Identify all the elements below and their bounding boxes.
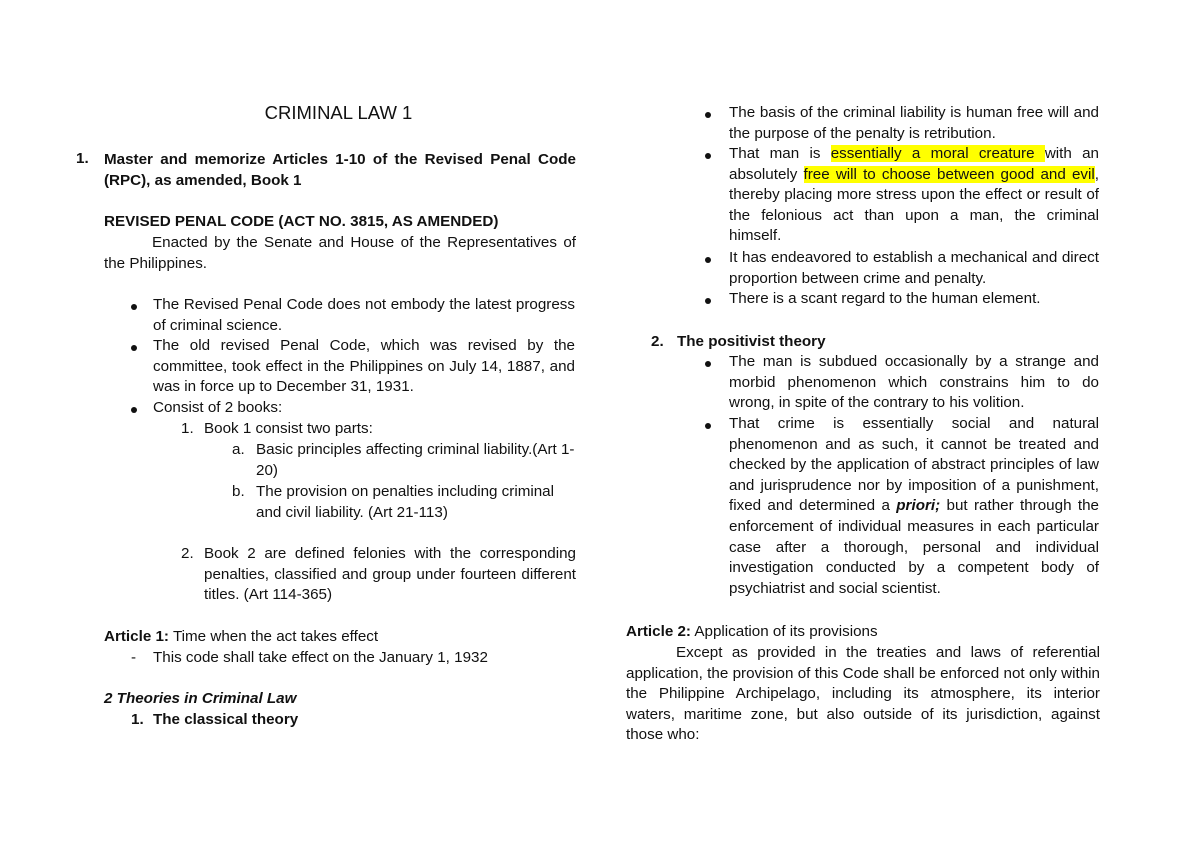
enacted-paragraph — [104, 233, 576, 274]
classical-bullet-2 — [729, 144, 1099, 247]
part-b-label: b. — [232, 483, 245, 500]
bullet-icon — [705, 361, 711, 367]
article1-item: This code shall take effect on the January 1, 1932 — [153, 649, 488, 666]
part-a-label: a. — [232, 441, 245, 458]
positivist-number: 2. — [651, 333, 664, 350]
theories-heading: 2 Theories in Criminal Law — [104, 690, 297, 707]
item1-text: Master and memorize Articles 1-10 of the Revised Penal Code (RPC), as amended, Book 1 — [104, 151, 576, 189]
highlight-free-will: free will to choose between good and evil — [803, 165, 1095, 183]
book2-text: Book 2 are defined felonies with the corresponding penalties, classified and group under fourteen different titles. (Art 114-365) — [204, 545, 576, 604]
article2-line — [626, 622, 1100, 643]
cb2-post: , thereby placing more stress upon the effect or result of the felonious act than upon a man, the criminal himself. — [729, 165, 1099, 245]
article1-line — [104, 627, 576, 648]
bullet-icon — [705, 423, 711, 429]
pb2-pre: That crime is essentially social and natural phenomenon and as such, it cannot be treated and checked by the application of abstract principles of law and jurisprudence nor by imposition of a punishment, fixed and determined a — [729, 415, 1099, 515]
classical-bullet-3: It has endeavored to establish a mechanical and direct proportion between crime and penalty. — [729, 249, 1099, 287]
bullet-icon — [131, 407, 137, 413]
positivist-bullet-2 — [729, 414, 1099, 599]
classical-number: 1. — [131, 711, 144, 728]
part-a-text: Basic principles affecting criminal liability.(Art 1-20) — [256, 441, 575, 479]
bullet-icon — [705, 112, 711, 118]
pb2-post: but rather through the enforcement of individual measures in each particular case after a thorough, personal and individual investigation conducted by a competent body of psychiatrist and social scientist. — [729, 497, 1099, 597]
cb2-pre: That man is — [729, 145, 831, 162]
rpc-heading: REVISED PENAL CODE (ACT NO. 3815, AS AMENDED) — [104, 213, 499, 230]
part-b-text: The provision on penalties including criminal and civil liability. (Art 21-113) — [256, 483, 555, 521]
positivist-theory-label: The positivist theory — [677, 333, 826, 350]
book1-text: Book 1 consist two parts: — [204, 420, 373, 437]
document-title: CRIMINAL LAW 1 — [264, 102, 413, 123]
rpc-bullet-1: The Revised Penal Code does not embody the latest progress of criminal science. — [153, 296, 575, 334]
article2-body: Except as provided in the treaties and laws of referential application, the provision of this Code shall be enforced not only within the Philippine Archipelago, including its atmosphere, its interior waters, maritime zone, but also outside of its jurisdiction, against those who: — [626, 644, 1100, 744]
book1-number: 1. — [181, 420, 194, 437]
positivist-bullet-1: The man is subdued occasionally by a strange and morbid phenomenon which constrains him to do wrong, in spite of the contrary to his volition. — [729, 353, 1099, 412]
article1-title: Time when the act takes effect — [169, 628, 379, 645]
article2-title: Application of its provisions — [691, 623, 878, 640]
item1-number: 1. — [76, 150, 89, 167]
book2-number: 2. — [181, 545, 194, 562]
dash-marker: - — [131, 649, 137, 666]
classical-bullet-1: The basis of the criminal liability is human free will and the purpose of the penalty is retribution. — [729, 104, 1099, 142]
priori-term: priori; — [896, 497, 941, 515]
classical-theory-label: The classical theory — [153, 711, 299, 728]
enacted-text: Enacted by the Senate and House of the Representatives of the Philippines. — [104, 234, 576, 272]
bullet-icon — [131, 345, 137, 351]
bullet-icon — [705, 153, 711, 159]
classical-bullet-4: There is a scant regard to the human element. — [729, 290, 1041, 307]
bullet-icon — [131, 304, 137, 310]
bullet-icon — [705, 298, 711, 304]
rpc-bullet-2: The old revised Penal Code, which was revised by the committee, took effect in the Philippines on July 14, 1887, and was in force up to December 31, 1931. — [153, 337, 575, 396]
bullet-icon — [705, 257, 711, 263]
highlight-moral-creature: essentially a moral creature — [830, 145, 1045, 162]
article1-label: Article 1: — [104, 628, 169, 645]
rpc-bullet-3: Consist of 2 books: — [153, 399, 283, 416]
article2-label: Article 2: — [626, 623, 691, 640]
cb2-mid: with an absolutely — [729, 145, 1099, 183]
